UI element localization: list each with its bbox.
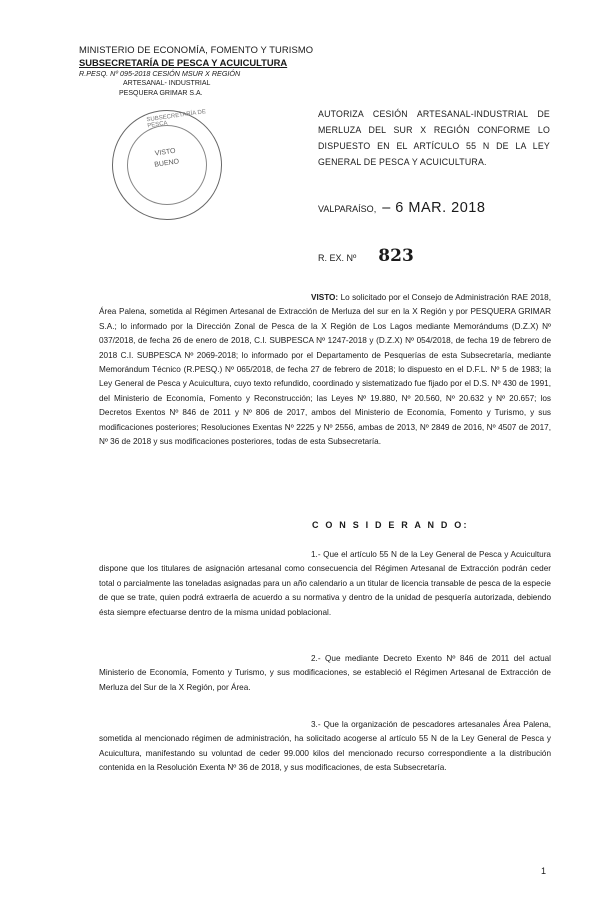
stamp-line-1: VISTO: [154, 147, 177, 158]
stamp-ring-text: SUBSECRETARÍA DE PESCA: [146, 109, 207, 130]
considerando-text-3: 3.- Que la organización de pescadores artesanales Área Palena, sometida al mencionado régimen de administración, ha solicitado acogerse al artículo 55 N de la Ley General de Pesca y Acuicultura, manifestando su voluntad de ceder 99.000 kilos del mencionado recurso correspondiente a la distribución contenida en la Resolución Exenta Nº 36 de 2018, y sus modificaciones, de esta Subsecretaría.: [99, 720, 551, 773]
letterhead: [79, 44, 319, 99]
resolution-label: R. EX. Nº: [318, 253, 357, 263]
resolution-number: 823: [378, 246, 414, 266]
reference-code: R.PESQ. Nº 095-2018 CESIÓN MSUR X REGIÓN: [79, 69, 241, 78]
considerando-paragraph-3: [99, 718, 551, 776]
reference-company: PESQUERA GRIMAR S.A.: [119, 90, 203, 97]
document-title: AUTORIZA CESIÓN ARTESANAL-INDUSTRIAL DE MERLUZA DEL SUR X REGIÓN CONFORME LO DISPUESTO EN EL ARTÍCULO 55 N DE LA LEY GENERAL DE PESCA Y ACUICULTURA.: [318, 109, 550, 167]
resolution-line: [318, 246, 414, 266]
considerando-paragraph-1: [99, 548, 551, 620]
considerando-text-1: 1.- Que el artículo 55 N de la Ley General de Pesca y Acuicultura dispone que los titulares de asignación artesanal como consecuencia del Régimen Artesanal de Extracción podrán ceder total o parcialmente las toneladas asignadas para un año calendario a un titular de licencia transable de pesca de la especie de que se trate, quien podrá extraerla de acuerdo a su normativa y dentro de la unidad de pesquería autorizada, debiendo ésta siempre efectuarse dentro de la misma unidad poblacional.: [99, 550, 551, 617]
date-line: [318, 200, 485, 216]
reference-type: ARTESANAL- INDUSTRIAL: [123, 80, 211, 87]
considerando-heading: C O N S I D E R A N D O:: [312, 520, 469, 530]
visto-paragraph: [99, 291, 551, 449]
visto-text: Lo solicitado por el Consejo de Administración RAE 2018, Área Palena, sometida al Régimen Artesanal de Extracción de Merluza del sur en la X Región y por PESQUERA GRIMAR S.A.; lo informado por la Dirección Zonal de Pesca de la X Región de Los Lagos mediante Memorándums (D.Z.X) Nº 037/2018, de fecha 26 de enero de 2018, C.I. SUBPESCA Nº 1247-2018 y (D.Z.X) Nº 054/2018, de fecha 19 de febrero de 2018 C.I. SUBPESCA Nº 2069-2018; lo informado por el Departamento de Pesquerías de esta Subsecretaría, mediante Memorándum Técnico (R.PESQ.) Nº 065/2018, de fecha 27 de febrero de 2018; lo dispuesto en el D.F.L. Nº 5 de 1983; la Ley General de Pesca y Acuicultura, cuyo texto refundido, coordinado y sistematizado fue fijado por el D.S. Nº 430 de 1991, del Ministerio de Economía, Fomento y Reconstrucción; las Leyes Nº 19.880, Nº 20.560, Nº 20.632 y Nº 20.657; los Decretos Exentos Nº 846 de 2011 y Nº 806 de 2017, ambos del Ministerio de Economía, Fomento y Turismo, y sus modificaciones posteriores; Resoluciones Exentas Nº 2225 y Nº 2556, ambas de 2013, Nº 2849 de 2016, Nº 4507 de 2017, Nº 36 de 2018 y sus modificaciones posteriores, todas de esta Subsecretaría.: [99, 293, 552, 447]
visto-label: VISTO:: [311, 293, 339, 302]
stamp-line-2: BUENO: [153, 158, 180, 169]
considerando-paragraph-2: [99, 652, 551, 695]
ministry-name: MINISTERIO DE ECONOMÍA, FOMENTO Y TURISMO: [79, 44, 314, 55]
official-stamp: [105, 103, 229, 227]
date-place: VALPARAÍSO,: [318, 204, 377, 214]
date-value: – 6 MAR. 2018: [382, 200, 486, 216]
page-number: 1: [541, 866, 547, 876]
considerando-text-2: 2.- Que mediante Decreto Exento Nº 846 de 2011 del actual Ministerio de Economía, Fomento y Turismo, y sus modificaciones, se estableció el Régimen Artesanal de Extracción de Merluza del Sur de la X Región, por Área.: [99, 654, 551, 692]
subsecretaria-name: SUBSECRETARÍA DE PESCA Y ACUICULTURA: [79, 56, 288, 68]
